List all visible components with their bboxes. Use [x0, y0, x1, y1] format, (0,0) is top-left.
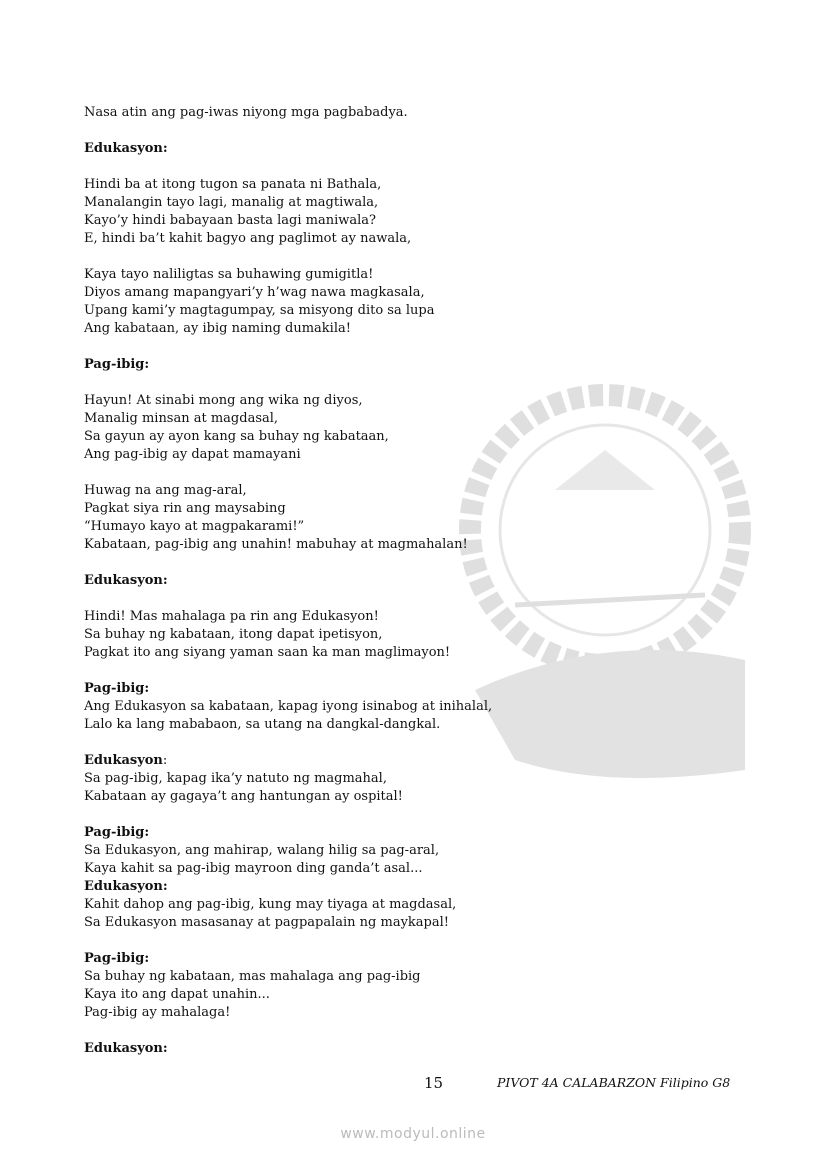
verse-line: Pagkat siya rin ang maysabing: [84, 501, 286, 516]
verse-line: Kaya ito ang dapat unahin...: [84, 987, 270, 1002]
verse-line: E, hindi ba’t kahit bagyo ang paglimot ay nawala,: [84, 231, 412, 246]
verse-line: Kaya tayo naliligtas sa buhawing gumigitla!: [84, 267, 374, 282]
blank-line: [84, 374, 764, 392]
speaker-heading: [84, 752, 764, 770]
speaker-name: Edukasyon:: [84, 1041, 168, 1056]
speaker-heading: [84, 680, 764, 698]
verse-line: Upang kami’y magtagumpay, sa misyong dito sa lupa: [84, 303, 435, 318]
verse-line: Kabataan, pag-ibig ang unahin! mabuhay at magmahalan!: [84, 537, 468, 552]
speaker-name: Edukasyon:: [84, 141, 168, 156]
page-number: 15: [424, 1074, 444, 1092]
blank-line: [84, 932, 764, 950]
verse-line: Ang Edukasyon sa kabataan, kapag iyong isinabog at inihalal,: [84, 699, 493, 714]
verse-line: Manalangin tayo lagi, manalig at magtiwala,: [84, 195, 379, 210]
verse-line: Hindi! Mas mahalaga pa rin ang Edukasyon!: [84, 609, 379, 624]
speaker-name: Pag-ibig:: [84, 357, 150, 372]
verse-line: “Humayo kayo at magpakarami!”: [84, 519, 305, 534]
verse-line: Pag-ibig ay mahalaga!: [84, 1005, 231, 1020]
speaker-name: Edukasyon:: [84, 573, 168, 588]
verse-line: Sa pag-ibig, kapag ika’y natuto ng magmahal,: [84, 771, 387, 786]
verse-line: Lalo ka lang mababaon, sa utang na dangkal-dangkal.: [84, 717, 441, 732]
speaker-heading: [84, 572, 764, 590]
speaker-name: Pag-ibig:: [84, 951, 150, 966]
blank-line: [84, 158, 764, 176]
verse-line: Hayun! At sinabi mong ang wika ng diyos,: [84, 393, 363, 408]
speaker-heading: [84, 140, 764, 158]
poem-body: [84, 104, 764, 1058]
blank-line: [84, 464, 764, 482]
blank-line: [84, 338, 764, 356]
blank-line: [84, 662, 764, 680]
verse-line: Kaya kahit sa pag-ibig mayroon ding ganda’t asal...: [84, 861, 423, 876]
verse-line: Hindi ba at itong tugon sa panata ni Bathala,: [84, 177, 382, 192]
verse-line: Sa buhay ng kabataan, itong dapat ipetisyon,: [84, 627, 383, 642]
verse-line: Sa buhay ng kabataan, mas mahalaga ang pag-ibig: [84, 969, 421, 984]
footer-title: PIVOT 4A CALABARZON Filipino G8: [497, 1075, 731, 1090]
verse-line: Diyos amang mapangyari’y h’wag nawa magkasala,: [84, 285, 425, 300]
speaker-heading: [84, 824, 764, 842]
site-watermark: www.modyul.online: [340, 1126, 486, 1142]
verse-line: Huwag na ang mag-aral,: [84, 483, 247, 498]
speaker-name: Edukasyon: [84, 753, 163, 768]
verse-line: Sa Edukasyon, ang mahirap, walang hilig sa pag-aral,: [84, 843, 440, 858]
speaker-heading: [84, 1040, 764, 1058]
verse-line: Kabataan ay gagaya’t ang hantungan ay ospital!: [84, 789, 403, 804]
speaker-name: Pag-ibig:: [84, 681, 150, 696]
speaker-heading: [84, 950, 764, 968]
blank-line: [84, 1022, 764, 1040]
blank-line: [84, 734, 764, 752]
verse-line: Manalig minsan at magdasal,: [84, 411, 279, 426]
speaker-heading: [84, 356, 764, 374]
verse-line: Kayo’y hindi babayaan basta lagi maniwala?: [84, 213, 376, 228]
blank-line: [84, 248, 764, 266]
verse-line: Sa gayun ay ayon kang sa buhay ng kabataan,: [84, 429, 389, 444]
verse-line: Pagkat ito ang siyang yaman saan ka man maglimayon!: [84, 645, 451, 660]
blank-line: [84, 554, 764, 572]
verse-line: Ang pag-ibig ay dapat mamayani: [84, 447, 301, 462]
verse-line: Kahit dahop ang pag-ibig, kung may tiyaga at magdasal,: [84, 897, 457, 912]
speaker-name: Edukasyon:: [84, 879, 168, 894]
verse-line: Nasa atin ang pag-iwas niyong mga pagbabadya.: [84, 105, 408, 120]
speaker-heading: [84, 878, 764, 896]
verse-line: Ang kabataan, ay ibig naming dumakila!: [84, 321, 351, 336]
blank-line: [84, 590, 764, 608]
blank-line: [84, 122, 764, 140]
speaker-colon: :: [162, 753, 168, 768]
blank-line: [84, 806, 764, 824]
speaker-name: Pag-ibig:: [84, 825, 150, 840]
verse-line: Sa Edukasyon masasanay at pagpapalain ng maykapal!: [84, 915, 450, 930]
